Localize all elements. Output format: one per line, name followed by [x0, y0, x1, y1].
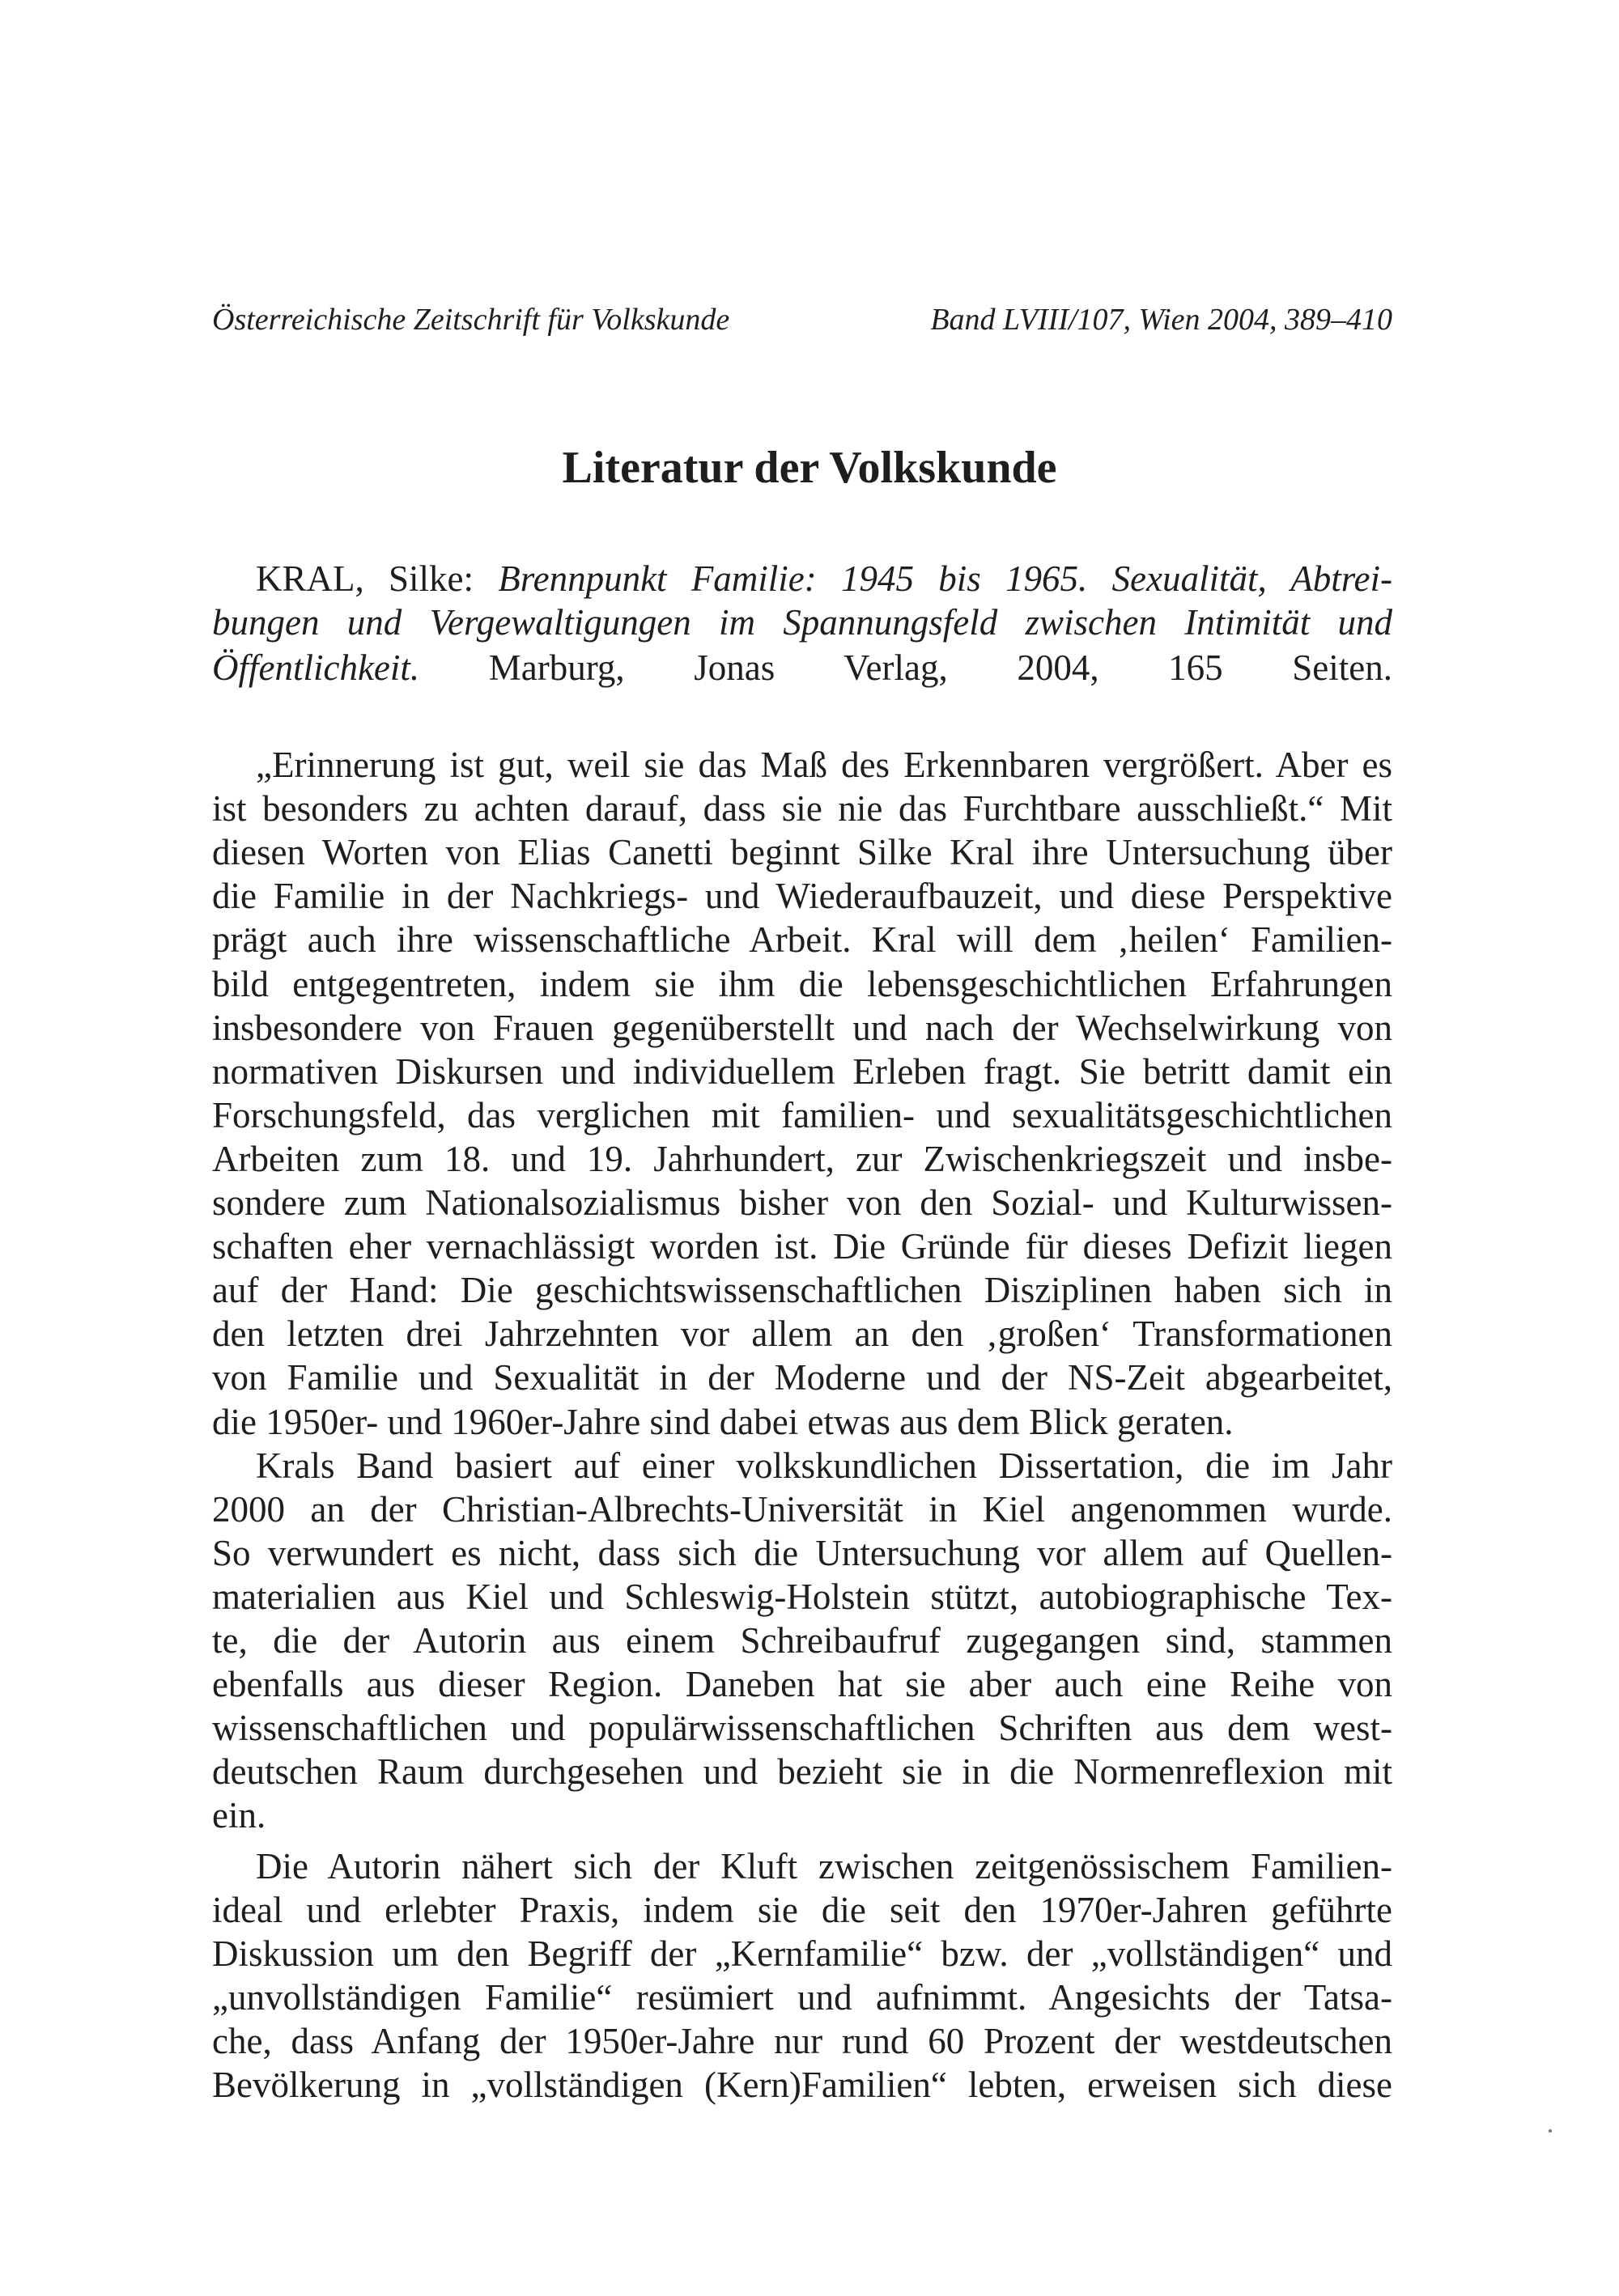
book-title-text: bungen und Vergewaltigungen im Spannungsfeld zwischen Intimität und	[212, 602, 1392, 643]
paragraph-line: prägt auch ihre wissenschaftliche Arbeit. Kral will dem ‚heilen‘ Familien-	[212, 919, 1392, 961]
paragraph-line: den letzten drei Jahrzehnten vor allem an den ‚großen‘ Transformationen	[212, 1314, 1392, 1355]
paragraph-line: materialien aus Kiel und Schleswig-Holstein stützt, autobiographische Tex-	[212, 1576, 1392, 1617]
paragraph-line: te, die der Autorin aus einem Schreibaufruf zugegangen sind, stammen	[212, 1620, 1392, 1661]
paragraph-line: „Erinnerung ist gut, weil sie das Maß des Erkennbaren vergrößert. Aber es	[256, 745, 1392, 785]
paragraph-line: die 1950er- und 1960er-Jahre sind dabei etwas aus dem Blick geraten.	[212, 1401, 1234, 1442]
running-header-journal: Österreichische Zeitschrift für Volkskunde	[212, 303, 730, 337]
paragraph-line: ist besonders zu achten darauf, dass sie nie das Furchtbare ausschließt.“ Mit	[212, 788, 1392, 830]
paragraph-line: Forschungsfeld, das verglichen mit familien- und sexualitätsgeschichtlichen	[212, 1094, 1392, 1135]
paragraph-line: So verwundert es nicht, dass sich die Untersuchung vor allem auf Quellen-	[212, 1532, 1392, 1573]
paragraph-line: normativen Diskursen und individuellem Erleben fragt. Sie betritt damit ein	[212, 1050, 1392, 1092]
paragraph-line: insbesondere von Frauen gegenüberstellt und nach der Wechselwirkung von	[212, 1007, 1392, 1048]
citation-line	[256, 557, 1392, 601]
running-header-volume: Band LVIII/107, Wien 2004, 389–410	[930, 303, 1392, 337]
paragraph-line: schaften eher vernachlässigt worden ist. Die Gründe für dieses Defizit liegen	[212, 1226, 1392, 1267]
paragraph-line: ideal und erlebter Praxis, indem sie die seit den 1970er-Jahren geführte	[212, 1889, 1392, 1930]
citation-line	[212, 646, 1392, 690]
paragraph-line: deutschen Raum durchgesehen und bezieht sie in die Normenreflexion mit	[212, 1751, 1392, 1793]
citation-text: Marburg, Jonas Verlag, 2004, 165 Seiten.	[419, 647, 1392, 688]
paragraph-line: bild entgegentreten, indem sie ihm die lebensgeschichtlichen Erfahrungen	[212, 963, 1392, 1004]
paragraph-line: diesen Worten von Elias Canetti beginnt Silke Kral ihre Untersuchung über	[212, 832, 1392, 873]
paragraph-line: Krals Band basiert auf einer volkskundlichen Dissertation, die im Jahr	[256, 1445, 1392, 1486]
paragraph-line: „unvollständigen Familie“ resümiert und aufnimmt. Angesichts der Tatsa-	[212, 1976, 1392, 2018]
paragraph-line: sondere zum Nationalsozialismus bisher von den Sozial- und Kulturwissen-	[212, 1182, 1392, 1223]
paragraph-line: ebenfalls aus dieser Region. Daneben hat sie aber auch eine Reihe von	[212, 1664, 1392, 1705]
paragraph-line: wissenschaftlichen und populärwissenschaftlichen Schriften aus dem west-	[212, 1708, 1392, 1749]
paragraph-line: Diskussion um den Begriff der „Kernfamilie“ bzw. der „vollständigen“ und	[212, 1933, 1392, 1974]
book-title-text: Öffentlichkeit.	[212, 647, 420, 688]
paragraph-line: ein.	[212, 1795, 266, 1836]
paragraph-line: Bevölkerung in „vollständigen (Kern)Familien“ lebten, erweisen sich diese	[212, 2065, 1392, 2105]
citation-line	[212, 601, 1392, 644]
book-title-text: Brennpunkt Familie: 1945 bis 1965. Sexualität, Abtrei-	[498, 558, 1392, 599]
scan-speck	[1549, 2129, 1552, 2133]
paragraph-line: 2000 an der Christian-Albrechts-Universität in Kiel angenommen wurde.	[212, 1488, 1392, 1530]
section-title: Literatur der Volkskunde	[562, 443, 1057, 493]
paragraph-line: auf der Hand: Die geschichtswissenschaftlichen Disziplinen haben sich in	[212, 1270, 1392, 1311]
paragraph-line: che, dass Anfang der 1950er-Jahre nur rund 60 Prozent der westdeutschen	[212, 2020, 1392, 2061]
paragraph-line: Arbeiten zum 18. und 19. Jahrhundert, zur Zwischenkriegszeit und insbe-	[212, 1138, 1392, 1179]
paragraph-line: die Familie in der Nachkriegs- und Wiederaufbauzeit, und diese Perspektive	[212, 876, 1392, 917]
paragraph-line: von Familie und Sexualität in der Moderne und der NS-Zeit abgearbeitet,	[212, 1357, 1392, 1398]
citation-text: KRAL, Silke:	[256, 558, 499, 599]
paragraph-line: Die Autorin nähert sich der Kluft zwischen zeitgenössischem Familien-	[256, 1845, 1392, 1886]
